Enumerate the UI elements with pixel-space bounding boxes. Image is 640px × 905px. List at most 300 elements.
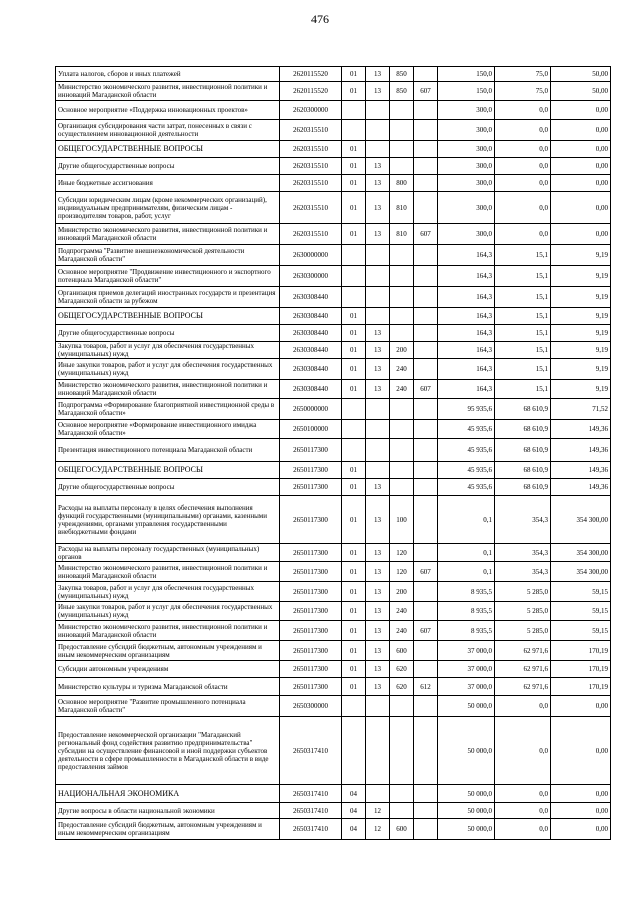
row-section: 01: [342, 192, 366, 224]
row-percent: 0,00: [551, 120, 611, 141]
row-plan: 45 935,6: [438, 462, 495, 479]
row-subsection: [366, 462, 390, 479]
row-actual: 0,0: [495, 101, 551, 120]
row-expense-type: 100: [390, 496, 414, 544]
table-row: [56, 420, 611, 439]
row-subsection: 13: [366, 544, 390, 562]
row-expense-type: 850: [390, 67, 414, 82]
row-code: 2620315510: [280, 158, 342, 175]
row-plan: 37 000,0: [438, 641, 495, 661]
row-name: Министерство экономического развития, инвестиционной политики и инноваций Магаданской области: [56, 621, 280, 641]
row-subsection: 13: [366, 582, 390, 602]
row-expense-type: 120: [390, 562, 414, 582]
row-expense-type: 240: [390, 602, 414, 621]
row-expense-type: [390, 158, 414, 175]
row-subsection: [366, 120, 390, 141]
row-expense-type: 240: [390, 359, 414, 380]
row-administrator: [414, 803, 438, 819]
row-section: 01: [342, 641, 366, 661]
table-row: [56, 462, 611, 479]
row-name: ОБЩЕГОСУДАРСТВЕННЫЕ ВОПРОСЫ: [56, 308, 280, 325]
row-percent: 0,00: [551, 101, 611, 120]
row-expense-type: [390, 803, 414, 819]
row-percent: 9,19: [551, 287, 611, 308]
row-name: Министерство экономического развития, инвестиционной политики и инноваций Магаданской области: [56, 562, 280, 582]
row-percent: 170,19: [551, 641, 611, 661]
row-percent: 0,00: [551, 785, 611, 803]
row-actual: 0,0: [495, 819, 551, 840]
row-code: 2630000000: [280, 245, 342, 266]
row-administrator: [414, 785, 438, 803]
row-section: [342, 717, 366, 785]
row-plan: 95 935,6: [438, 399, 495, 420]
row-section: 01: [342, 544, 366, 562]
row-percent: 0,00: [551, 717, 611, 785]
table-row: [56, 399, 611, 420]
row-code: 2650117300: [280, 641, 342, 661]
row-name: Организация приемов делегаций иностранных государств и презентация Магаданской области за рубежом: [56, 287, 280, 308]
table-row: [56, 602, 611, 621]
row-name: Уплата налогов, сборов и иных платежей: [56, 67, 280, 82]
row-expense-type: [390, 439, 414, 462]
row-section: [342, 399, 366, 420]
row-subsection: 13: [366, 175, 390, 192]
row-administrator: [414, 420, 438, 439]
row-percent: 59,15: [551, 621, 611, 641]
row-percent: 149,36: [551, 462, 611, 479]
row-expense-type: 850: [390, 82, 414, 101]
row-section: 04: [342, 819, 366, 840]
row-expense-type: [390, 479, 414, 496]
row-plan: 150,0: [438, 82, 495, 101]
row-plan: 50 000,0: [438, 803, 495, 819]
row-code: 2620315510: [280, 192, 342, 224]
table-row: [56, 342, 611, 359]
row-code: 2630308440: [280, 308, 342, 325]
table-row: [56, 621, 611, 641]
row-subsection: [366, 439, 390, 462]
row-expense-type: 600: [390, 819, 414, 840]
row-subsection: 13: [366, 562, 390, 582]
row-code: 2650117300: [280, 544, 342, 562]
table-row: [56, 803, 611, 819]
row-plan: 164,3: [438, 325, 495, 342]
row-name: Министерство культуры и туризма Магаданской области: [56, 678, 280, 696]
table-row: [56, 439, 611, 462]
row-name: Организация субсидирования части затрат, понесенных в связи с осуществлением инновационной деятельности: [56, 120, 280, 141]
row-subsection: 13: [366, 158, 390, 175]
row-expense-type: [390, 399, 414, 420]
row-percent: 9,19: [551, 380, 611, 399]
row-subsection: [366, 399, 390, 420]
row-name: Министерство экономического развития, инвестиционной политики и инноваций Магаданской области: [56, 380, 280, 399]
table-row: [56, 101, 611, 120]
row-percent: 354 300,00: [551, 562, 611, 582]
row-section: [342, 245, 366, 266]
row-percent: 0,00: [551, 696, 611, 717]
table-row: [56, 582, 611, 602]
row-section: 01: [342, 175, 366, 192]
row-section: 01: [342, 82, 366, 101]
row-name: Министерство экономического развития, инвестиционной политики и инноваций Магаданской области: [56, 82, 280, 101]
row-plan: 45 935,6: [438, 439, 495, 462]
table-row: [56, 359, 611, 380]
row-administrator: [414, 175, 438, 192]
row-expense-type: 800: [390, 175, 414, 192]
row-percent: 9,19: [551, 308, 611, 325]
budget-table: [55, 66, 611, 840]
row-section: [342, 696, 366, 717]
row-administrator: 612: [414, 678, 438, 696]
row-plan: 300,0: [438, 158, 495, 175]
row-subsection: [366, 245, 390, 266]
row-section: 01: [342, 141, 366, 158]
row-name: Презентация инвестиционного потенциала Магаданской области: [56, 439, 280, 462]
row-name: Другие общегосударственные вопросы: [56, 479, 280, 496]
row-expense-type: 600: [390, 641, 414, 661]
row-administrator: [414, 67, 438, 82]
row-expense-type: 200: [390, 342, 414, 359]
row-plan: 300,0: [438, 120, 495, 141]
table-row: [56, 266, 611, 287]
table-row: [56, 496, 611, 544]
row-plan: 164,3: [438, 342, 495, 359]
row-actual: 75,0: [495, 82, 551, 101]
row-code: 2620315510: [280, 224, 342, 245]
row-section: 01: [342, 678, 366, 696]
row-subsection: [366, 141, 390, 158]
row-actual: 0,0: [495, 158, 551, 175]
row-section: [342, 287, 366, 308]
row-plan: 164,3: [438, 380, 495, 399]
row-administrator: 607: [414, 380, 438, 399]
row-plan: 8 935,5: [438, 621, 495, 641]
row-code: 2650117300: [280, 621, 342, 641]
row-expense-type: [390, 101, 414, 120]
row-code: 2630308440: [280, 325, 342, 342]
row-subsection: [366, 420, 390, 439]
row-name: Закупка товаров, работ и услуг для обеспечения государственных (муниципальных) нужд: [56, 342, 280, 359]
row-actual: 5 285,0: [495, 602, 551, 621]
row-subsection: 12: [366, 819, 390, 840]
row-plan: 164,3: [438, 266, 495, 287]
row-administrator: [414, 462, 438, 479]
table-row: [56, 696, 611, 717]
row-administrator: [414, 696, 438, 717]
row-percent: 0,00: [551, 141, 611, 158]
row-expense-type: [390, 420, 414, 439]
row-name: Предоставление субсидий бюджетным, автономным учреждениям и иным некоммерческим организациям: [56, 819, 280, 840]
row-code: 2650117300: [280, 562, 342, 582]
row-expense-type: [390, 696, 414, 717]
row-code: 2650317410: [280, 717, 342, 785]
row-section: [342, 439, 366, 462]
row-administrator: [414, 359, 438, 380]
row-administrator: [414, 325, 438, 342]
row-percent: 0,00: [551, 192, 611, 224]
table-row: [56, 717, 611, 785]
row-subsection: 13: [366, 224, 390, 245]
row-administrator: [414, 602, 438, 621]
row-subsection: [366, 308, 390, 325]
row-code: 2620315510: [280, 120, 342, 141]
row-section: 01: [342, 308, 366, 325]
row-subsection: 13: [366, 496, 390, 544]
row-actual: 15,1: [495, 266, 551, 287]
row-subsection: [366, 696, 390, 717]
row-administrator: [414, 141, 438, 158]
table-row: [56, 67, 611, 82]
row-percent: 354 300,00: [551, 544, 611, 562]
row-subsection: 13: [366, 192, 390, 224]
table-row: [56, 287, 611, 308]
row-plan: 300,0: [438, 192, 495, 224]
row-plan: 300,0: [438, 224, 495, 245]
row-section: 01: [342, 325, 366, 342]
row-actual: 15,1: [495, 308, 551, 325]
row-administrator: [414, 245, 438, 266]
row-name: Закупка товаров, работ и услуг для обеспечения государственных (муниципальных) нужд: [56, 582, 280, 602]
row-plan: 8 935,5: [438, 602, 495, 621]
row-administrator: [414, 479, 438, 496]
row-plan: 0,1: [438, 562, 495, 582]
row-administrator: [414, 101, 438, 120]
row-subsection: [366, 101, 390, 120]
row-actual: 68 610,9: [495, 420, 551, 439]
row-actual: 354,3: [495, 562, 551, 582]
row-plan: 50 000,0: [438, 785, 495, 803]
row-section: 01: [342, 496, 366, 544]
row-actual: 354,3: [495, 544, 551, 562]
row-name: Основное мероприятие «Поддержка инновационных проектов»: [56, 101, 280, 120]
table-row: [56, 82, 611, 101]
row-name: ОБЩЕГОСУДАРСТВЕННЫЕ ВОПРОСЫ: [56, 141, 280, 158]
row-code: 2650300000: [280, 696, 342, 717]
table-row: [56, 158, 611, 175]
table-row: [56, 224, 611, 245]
row-actual: 0,0: [495, 717, 551, 785]
row-expense-type: 240: [390, 380, 414, 399]
row-actual: 62 971,6: [495, 661, 551, 678]
row-actual: 62 971,6: [495, 678, 551, 696]
table-row: [56, 819, 611, 840]
row-administrator: [414, 342, 438, 359]
row-name: Основное мероприятие "Развитие промышленного потенциала Магаданской области": [56, 696, 280, 717]
row-actual: 0,0: [495, 785, 551, 803]
row-name: Подпрограмма "Развитие внешнеэкономической деятельности Магаданской области": [56, 245, 280, 266]
row-code: 2650000000: [280, 399, 342, 420]
table-row: [56, 192, 611, 224]
row-expense-type: 620: [390, 661, 414, 678]
row-actual: 68 610,9: [495, 399, 551, 420]
row-section: 01: [342, 621, 366, 641]
row-subsection: [366, 717, 390, 785]
row-expense-type: 240: [390, 621, 414, 641]
table-row: [56, 562, 611, 582]
row-section: 01: [342, 67, 366, 82]
row-subsection: 13: [366, 67, 390, 82]
row-section: 01: [342, 224, 366, 245]
row-section: 01: [342, 380, 366, 399]
row-plan: 50 000,0: [438, 819, 495, 840]
row-actual: 15,1: [495, 380, 551, 399]
row-administrator: [414, 582, 438, 602]
row-actual: 68 610,9: [495, 462, 551, 479]
row-expense-type: [390, 325, 414, 342]
row-actual: 68 610,9: [495, 439, 551, 462]
row-name: Расходы на выплаты персоналу государственных (муниципальных) органов: [56, 544, 280, 562]
row-name: Предоставление некоммерческой организации "Магаданский региональный фонд содействия развитию предпринимательства" субсидии на осуществление финансовой и иной поддержки субъектов деятельности в сфере промышленности в Магаданской области в виде предоставления займов: [56, 717, 280, 785]
row-plan: 45 935,6: [438, 420, 495, 439]
row-expense-type: [390, 266, 414, 287]
row-name: НАЦИОНАЛЬНАЯ ЭКОНОМИКА: [56, 785, 280, 803]
row-subsection: 13: [366, 602, 390, 621]
row-subsection: 13: [366, 641, 390, 661]
row-administrator: [414, 819, 438, 840]
row-administrator: 607: [414, 82, 438, 101]
row-plan: 164,3: [438, 359, 495, 380]
row-expense-type: [390, 120, 414, 141]
row-subsection: 12: [366, 803, 390, 819]
row-plan: 300,0: [438, 175, 495, 192]
row-expense-type: 810: [390, 192, 414, 224]
row-section: 01: [342, 661, 366, 678]
row-plan: 50 000,0: [438, 717, 495, 785]
row-code: 2620115520: [280, 82, 342, 101]
row-code: 2650100000: [280, 420, 342, 439]
row-section: 01: [342, 582, 366, 602]
row-name: Другие общегосударственные вопросы: [56, 325, 280, 342]
row-actual: 15,1: [495, 245, 551, 266]
row-code: 2630308440: [280, 380, 342, 399]
row-code: 2650317410: [280, 803, 342, 819]
row-administrator: [414, 641, 438, 661]
table-row: [56, 544, 611, 562]
row-name: Министерство экономического развития, инвестиционной политики и инноваций Магаданской области: [56, 224, 280, 245]
row-subsection: 13: [366, 342, 390, 359]
table-row: [56, 380, 611, 399]
row-actual: 0,0: [495, 175, 551, 192]
row-expense-type: [390, 717, 414, 785]
row-code: 2650317410: [280, 819, 342, 840]
row-percent: 59,15: [551, 582, 611, 602]
row-code: 2650117300: [280, 462, 342, 479]
row-plan: 0,1: [438, 544, 495, 562]
table-row: [56, 175, 611, 192]
row-actual: 15,1: [495, 342, 551, 359]
row-name: Субсидии юридическим лицам (кроме некоммерческих организаций), индивидуальным предпринимателям, физическим лицам - производителям товаров, работ, услуг: [56, 192, 280, 224]
row-actual: 0,0: [495, 224, 551, 245]
row-administrator: [414, 308, 438, 325]
row-percent: 170,19: [551, 661, 611, 678]
row-plan: 164,3: [438, 245, 495, 266]
row-section: 01: [342, 342, 366, 359]
row-code: 2650117300: [280, 661, 342, 678]
row-administrator: [414, 661, 438, 678]
row-percent: 354 300,00: [551, 496, 611, 544]
row-plan: 37 000,0: [438, 678, 495, 696]
row-subsection: 13: [366, 678, 390, 696]
table-row: [56, 661, 611, 678]
row-actual: 354,3: [495, 496, 551, 544]
row-percent: 9,19: [551, 342, 611, 359]
row-plan: 300,0: [438, 101, 495, 120]
row-name: Другие вопросы в области национальной экономики: [56, 803, 280, 819]
row-administrator: [414, 496, 438, 544]
row-actual: 62 971,6: [495, 641, 551, 661]
row-administrator: 607: [414, 562, 438, 582]
row-plan: 300,0: [438, 141, 495, 158]
row-plan: 150,0: [438, 67, 495, 82]
row-subsection: [366, 287, 390, 308]
row-actual: 15,1: [495, 325, 551, 342]
row-administrator: [414, 717, 438, 785]
row-actual: 15,1: [495, 287, 551, 308]
row-section: 04: [342, 803, 366, 819]
row-percent: 9,19: [551, 325, 611, 342]
row-code: 2650117300: [280, 439, 342, 462]
row-code: 2650117300: [280, 678, 342, 696]
row-code: 2620115520: [280, 67, 342, 82]
row-percent: 71,52: [551, 399, 611, 420]
table-row: [56, 245, 611, 266]
row-name: Иные закупки товаров, работ и услуг для обеспечения государственных (муниципальных) нужд: [56, 359, 280, 380]
row-actual: 5 285,0: [495, 621, 551, 641]
row-expense-type: [390, 308, 414, 325]
row-subsection: [366, 266, 390, 287]
row-code: 2650117300: [280, 582, 342, 602]
row-subsection: 13: [366, 479, 390, 496]
row-percent: 0,00: [551, 803, 611, 819]
row-section: [342, 101, 366, 120]
row-expense-type: [390, 141, 414, 158]
row-code: 2620300000: [280, 101, 342, 120]
row-expense-type: [390, 287, 414, 308]
row-plan: 37 000,0: [438, 661, 495, 678]
table-row: [56, 120, 611, 141]
row-subsection: 13: [366, 82, 390, 101]
row-plan: 164,3: [438, 287, 495, 308]
row-section: [342, 420, 366, 439]
row-percent: 149,36: [551, 439, 611, 462]
row-administrator: [414, 192, 438, 224]
row-code: 2650317410: [280, 785, 342, 803]
row-actual: 75,0: [495, 67, 551, 82]
row-name: Иные закупки товаров, работ и услуг для обеспечения государственных (муниципальных) нужд: [56, 602, 280, 621]
row-plan: 164,3: [438, 308, 495, 325]
row-actual: 0,0: [495, 120, 551, 141]
table-row: [56, 641, 611, 661]
row-subsection: 13: [366, 380, 390, 399]
row-section: 01: [342, 562, 366, 582]
table-row: [56, 678, 611, 696]
row-section: 01: [342, 359, 366, 380]
row-percent: 170,19: [551, 678, 611, 696]
row-name: Основное мероприятие «Формирование инвестиционного имиджа Магаданской области»: [56, 420, 280, 439]
row-actual: 0,0: [495, 192, 551, 224]
table-row: [56, 785, 611, 803]
table-row: [56, 479, 611, 496]
row-administrator: [414, 287, 438, 308]
row-actual: 5 285,0: [495, 582, 551, 602]
row-subsection: 13: [366, 325, 390, 342]
row-plan: 50 000,0: [438, 696, 495, 717]
row-actual: 0,0: [495, 141, 551, 158]
row-code: 2620315510: [280, 141, 342, 158]
row-expense-type: [390, 785, 414, 803]
row-expense-type: 200: [390, 582, 414, 602]
row-administrator: [414, 120, 438, 141]
